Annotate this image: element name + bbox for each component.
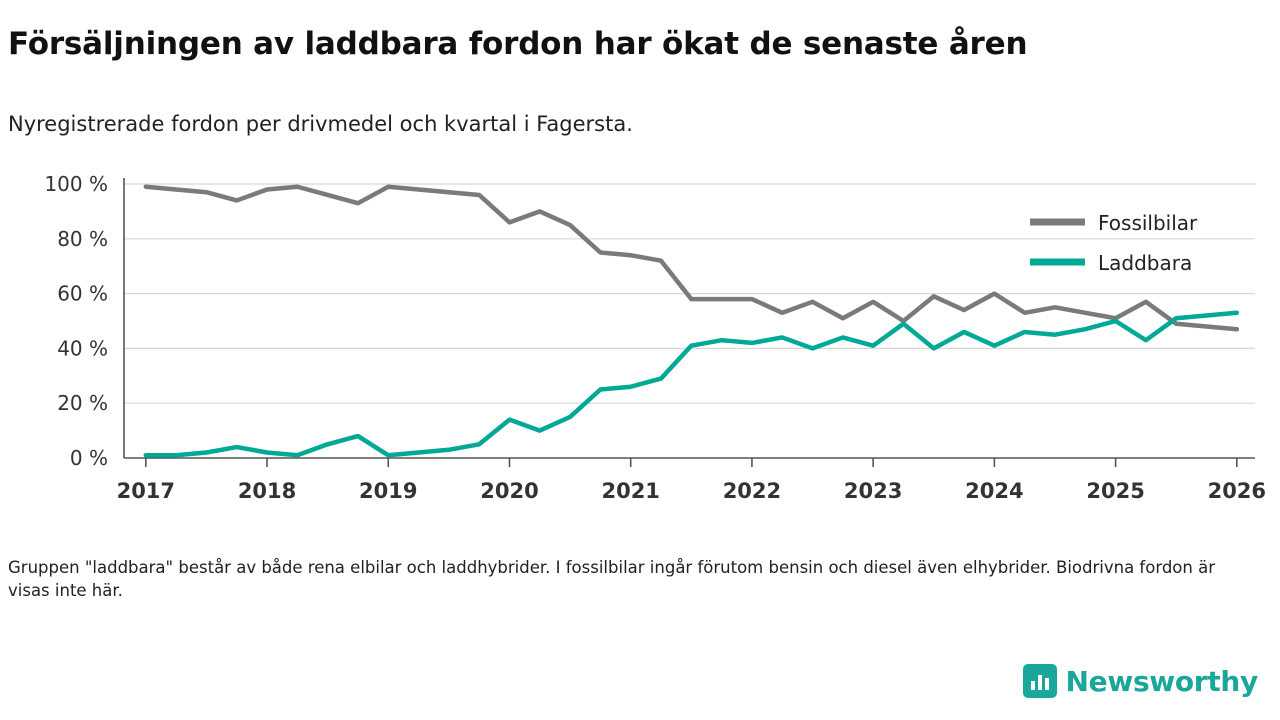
x-tick-label: 2017 [116,479,176,503]
x-tick-label: 2022 [722,479,782,503]
y-tick-label: 60 % [57,281,108,306]
chart-footnote: Gruppen "laddbara" består av både rena elbilar och laddhybrider. I fossilbilar ingår förutom bensin och diesel även elhybrider. Biodrivna fordon är visas inte här. [8,558,1215,601]
brand-name: Newsworthy [1065,664,1258,698]
chart-container [0,160,1280,510]
page-title: Försäljningen av laddbara fordon har ökat de senaste åren [8,26,1028,62]
y-tick-label: 20 % [57,391,108,416]
bar-chart-icon [1023,664,1057,698]
legend-label: Laddbara [1098,251,1193,275]
x-tick-label: 2023 [843,479,903,503]
page-subtitle: Nyregistrerade fordon per drivmedel och kvartal i Fagersta. [8,112,633,136]
y-tick-label: 0 % [69,446,108,470]
series-line-laddbara [146,313,1237,455]
y-tick-label: 40 % [57,336,108,361]
x-tick-label: 2021 [601,479,660,503]
x-tick-label: 2025 [1086,479,1145,503]
newsworthy-logo [1023,664,1258,698]
x-tick-label: 2018 [237,479,297,503]
x-tick-label: 2026 [1207,479,1267,503]
y-tick-label: 80 % [57,226,108,251]
x-tick-label: 2024 [965,479,1024,503]
legend-label: Fossilbilar [1098,211,1198,235]
x-tick-label: 2020 [480,479,539,503]
series-line-fossilbilar [146,187,1237,329]
line-chart [0,160,1280,510]
x-tick-label: 2019 [359,479,418,503]
y-tick-label: 100 % [44,172,108,196]
